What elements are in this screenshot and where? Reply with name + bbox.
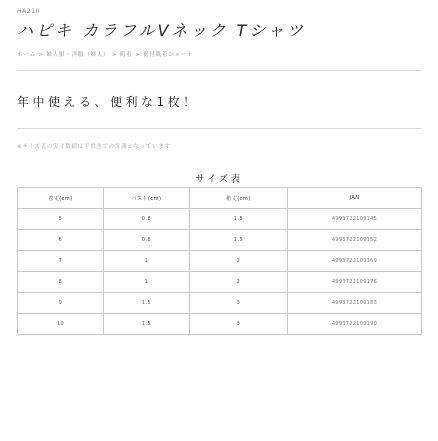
table-cell: 8 [18,272,104,293]
table-row [18,209,422,230]
table-cell: 5 [18,209,104,230]
table-cell: 9 [18,293,104,314]
size-table-title: サイズ表 [195,174,243,185]
column-header-length: 着丈(cm) [18,188,104,209]
jan-code-cell: 4993722109176 [288,272,422,293]
jan-code-cell: 4993722109152 [288,230,422,251]
brand-code: HA210 [17,8,41,15]
jan-code-cell: 4993722109183 [288,293,422,314]
jan-code-cell: 4993722109145 [288,209,422,230]
size-table [17,187,422,335]
table-cell: 1 [104,272,190,293]
table-cell: 3 [190,314,288,335]
table-row [18,272,422,293]
table-row [18,230,422,251]
column-header-sleeve: 裄丈(cm) [190,188,288,209]
table-cell: 0.8 [104,209,190,230]
table-cell: 1.5 [104,314,190,335]
divider [17,128,421,129]
breadcrumb[interactable]: ホーム > 婦人服・洋服（婦人） > 肌着 > 裾付肌着ショート [17,52,194,58]
size-note: ※サイズ表の実寸数値は平置きでの計測となっています [17,144,171,150]
table-row [18,293,422,314]
table-row [18,251,422,272]
table-cell: 2 [190,272,288,293]
column-header-bust: バスト(cm) [104,188,190,209]
table-cell: 1.5 [104,293,190,314]
table-cell: 1.5 [190,209,288,230]
jan-code-cell: 4993722109169 [288,251,422,272]
table-cell: 7 [18,251,104,272]
divider [17,70,421,71]
table-cell: 0.8 [104,230,190,251]
table-cell: 1.5 [190,230,288,251]
table-cell: 6 [18,230,104,251]
jan-code-cell: 4993722109190 [288,314,422,335]
table-cell: 10 [18,314,104,335]
table-cell: 1 [104,251,190,272]
product-title: ハピキ カラフルVネック Tシャツ [17,21,306,40]
section-headline: 年中使える、便利な1枚！ [17,95,199,109]
table-row [18,314,422,335]
table-header-row [18,188,422,209]
table-cell: 3 [190,293,288,314]
column-header-jan: JAN [288,188,422,209]
table-cell: 2 [190,251,288,272]
